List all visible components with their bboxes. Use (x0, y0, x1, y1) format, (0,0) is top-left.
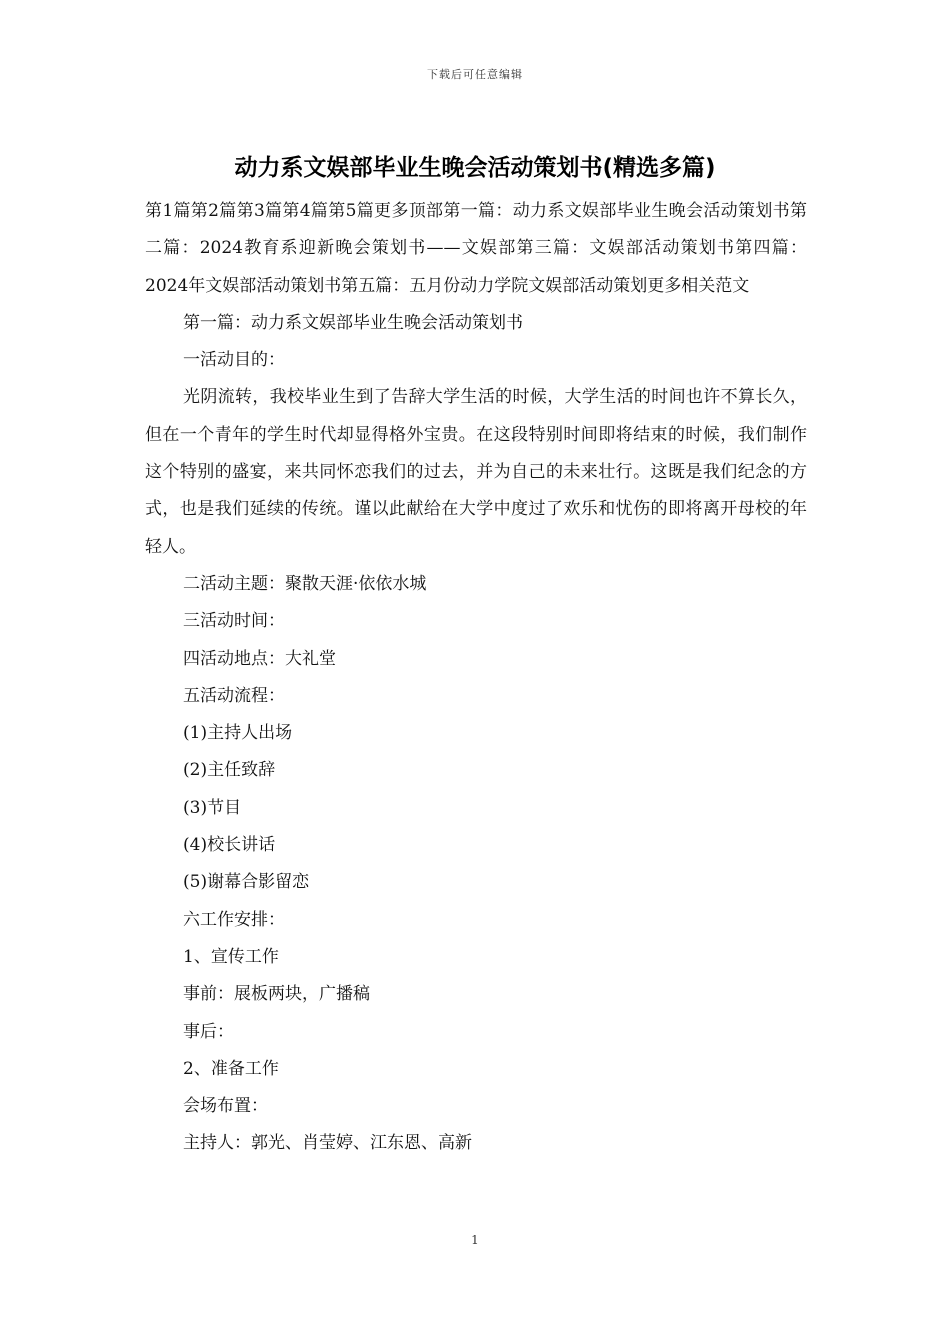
section-heading: 第一篇：动力系文娱部毕业生晚会活动策划书 (183, 312, 523, 333)
body-paragraph: 事后： (183, 1021, 234, 1042)
body-paragraph: 二活动主题：聚散天涯·依依水城 (183, 573, 427, 594)
body-paragraph: 三活动时间： (183, 611, 285, 632)
body-paragraph: 1、宣传工作 (183, 946, 279, 967)
body-paragraph: 光阴流转，我校毕业生到了告辞大学生活的时候，大学生活的时间也许不算长久，但在一个青年的学生时代却显得格外宝贵。在这段特别时间即将结束的时候，我们制作这个特别的盛宴，来共同怀恋我们的过去，并为自己的未来壮行。这既是我们纪念的方式，也是我们延续的传统。谨以此献给在大学中度过了欢乐和忧伤的即将离开母校的年轻人。 (145, 387, 807, 557)
body-paragraph: 五活动流程： (183, 685, 285, 706)
page-number: 1 (471, 1233, 479, 1247)
table-of-contents: 第1篇第2篇第3篇第4篇第5篇更多顶部第一篇：动力系文娱部毕业生晚会活动策划书第二篇：2024教育系迎新晚会策划书——文娱部第三篇：文娱部活动策划书第四篇：2024年文娱部活动策划书第五篇：五月份动力学院文娱部活动策划更多相关范文 (145, 201, 807, 296)
document-title: 动力系文娱部毕业生晚会活动策划书(精选多篇) (234, 155, 716, 181)
body-paragraph: 四活动地点：大礼堂 (183, 648, 336, 669)
list-item: (4)校长讲话 (183, 835, 276, 856)
list-item: (2)主任致辞 (183, 760, 276, 781)
page-header-note: 下载后可任意编辑 (427, 68, 523, 81)
document-body (145, 193, 807, 1163)
body-paragraph: 一活动目的： (183, 350, 285, 371)
list-item: (3)节目 (183, 797, 242, 818)
body-paragraph: 事前：展板两块，广播稿 (183, 984, 370, 1005)
body-paragraph: 2、准备工作 (183, 1058, 279, 1079)
body-paragraph: 会场布置： (183, 1096, 268, 1117)
body-paragraph: 六工作安排： (183, 909, 285, 930)
body-paragraph: 主持人：郭光、肖莹婷、江东恩、高新 (183, 1133, 472, 1154)
list-item: (1)主持人出场 (183, 723, 293, 744)
list-item: (5)谢幕合影留恋 (183, 872, 310, 893)
